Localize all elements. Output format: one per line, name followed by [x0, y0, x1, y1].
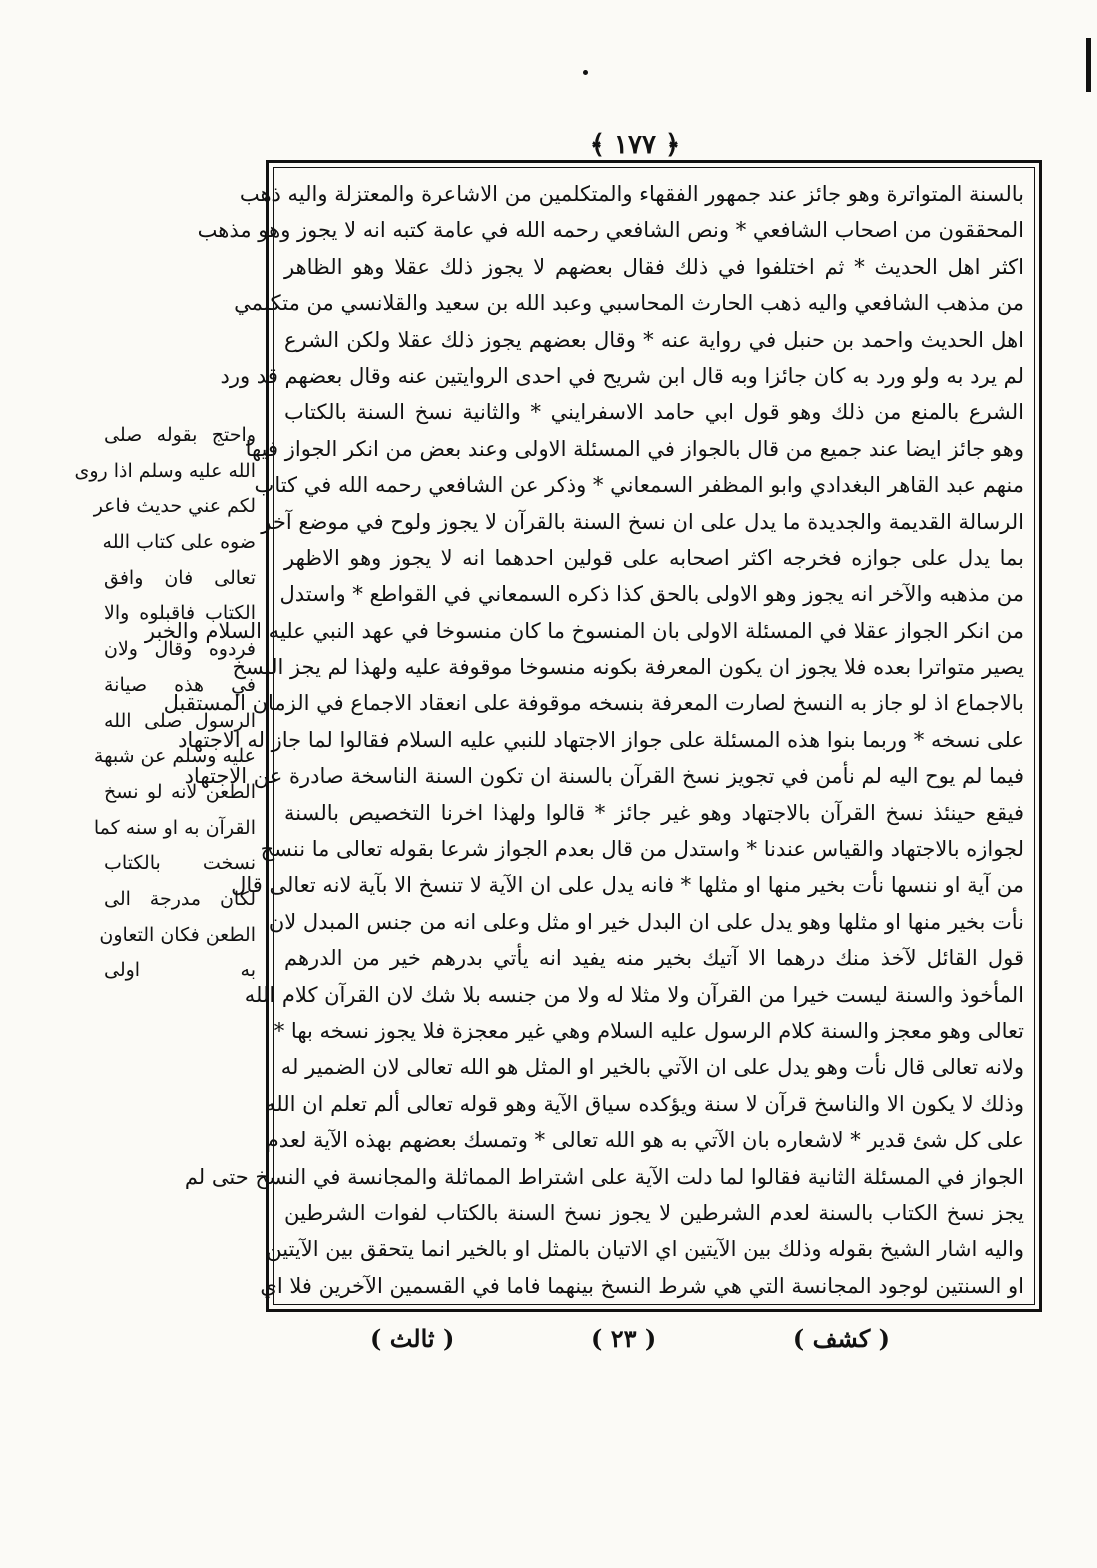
footer-number: ( ٢٣ ) [590, 1323, 657, 1353]
margin-note-line: به اولى [104, 959, 256, 982]
text-line: من مذهبه والآخر انه يجوز وهو الاولى بالحق كذا ذكره السمعاني في القواطع * واستدل [279, 582, 1024, 607]
text-line: من انكر الجواز عقلا في المسئلة الاولى بان المنسوخ ما كان منسوخا في عهد النبي عليه السلام والخبر [144, 618, 1024, 643]
margin-note-line: الطعن لانه لو نسخ [104, 780, 256, 803]
text-line: واليه اشار الشيخ بقوله وذلك بين الآيتين اي الاتيان بالمثل او بالخير انما يتحقق بين الآيتين [266, 1237, 1024, 1262]
text-line: بما يدل على جوازه فخرجه اكثر اصحابه على قولين احدهما انه لا يجوز وهو الاظهر [284, 545, 1024, 570]
text-line: فيما لم يوح اليه لم نأمن في تجويز نسخ القرآن بالسنة ان تكون السنة الناسخة صادرة عن الاجتهاد [184, 764, 1024, 789]
margin-note-line: نسخت بالكتاب [104, 852, 256, 875]
text-line: من مذهب الشافعي واليه ذهب الحارث المحاسبي وعبد الله بن سعيد والقلانسي من متكلمي [234, 291, 1024, 316]
margin-note-line: الله عليه وسلم اذا روى [74, 459, 256, 482]
margin-note-line: الطعن فكان التعاون [99, 923, 256, 946]
footer-part: ( ثالث ) [370, 1323, 455, 1353]
text-line: نأت بخير منها او مثلها وهو يدل على ان البدل خير او مثل وعلى انه من جنس المبدل لان [268, 909, 1024, 934]
text-line: المأخوذ والسنة ليست خيرا من القرآن ولا مثلا له ولا من جنسه بلا شك لان القرآن كلام الله [244, 982, 1024, 1007]
text-line: الرسالة القديمة والجديدة ما يدل على ان نسخ السنة بالقرآن لا يجوز ولوح في موضع آخر [261, 509, 1024, 534]
text-line: على نسخه * وربما بنوا هذه المسئلة على جواز الاجتهاد للنبي عليه السلام فقالوا لما جاز له الاجتهاد [178, 727, 1024, 752]
margin-note-line: القرآن به او سنه كما [93, 816, 256, 839]
margin-note-line: فردوه وقال ولان [104, 638, 256, 661]
text-line: اكثر اهل الحديث * ثم اختلفوا في ذلك فقال بعضهم لا يجوز ذلك عقلا وهو الظاهر [284, 254, 1024, 279]
margin-note-line: الرسول صلى الله [104, 709, 256, 732]
text-line: من آية او ننسها نأت بخير منها او مثلها * فانه يدل على ان الآية لا تنسخ الا بآية لانه تعالى قال [231, 873, 1024, 898]
text-line: الجواز في المسئلة الثانية فقالوا لما دلت الآية على اشتراط المماثلة والمجانسة في النسخ حتى لم [184, 1164, 1024, 1189]
footer-signature: ( كشف ) [792, 1323, 890, 1353]
text-line: بالسنة المتواترة وهو جائز عند جمهور الفقهاء والمتكلمين من الاشاعرة والمعتزلة واليه ذهب [239, 182, 1024, 206]
text-line: بالاجماع اذ لو جاز به النسخ لصارت المعرفة بنسخه موقوفة على انعقاد الاجماع في الزمان المستقبل [163, 691, 1024, 716]
ink-speck [583, 70, 588, 75]
margin-note-line: في هذه صيانة [104, 673, 256, 696]
page-footer [370, 1320, 890, 1356]
text-line: الشرع بالمنع من ذلك وهو قول ابي حامد الاسفرايني * والثانية نسخ السنة بالكتاب [284, 400, 1024, 425]
text-line: او السنتين لوجود المجانسة التي هي شرط النسخ بينهما فاما في القسمين الآخرين فلا اي [260, 1273, 1024, 1298]
text-line: يصير متواترا بعده فلا يجوز ان يكون المعرفة بكونه منسوخا موقوفة عليه ولهذا لم يجز النسخ [232, 655, 1024, 680]
text-line: فيقع حينئذ نسخ القرآن بالاجتهاد وهو غير جائز * قالوا ولهذا اخرنا التخصيص بالسنة [284, 800, 1024, 825]
edge-mark [1086, 38, 1091, 92]
margin-note-line: لكم عني حديث فاعر [93, 495, 256, 518]
page-number: ﴿ ١٧٧ ﴾ [589, 130, 681, 160]
text-line: لم يرد به ولو ورد به كان جائزا وبه قال ابن شريح في احدى الروايتين عنه وقال بعضهم قد ورد [220, 363, 1024, 388]
text-line: منهم عبد القاهر البغدادي وابو المظفر السمعاني * وذكر عن الشافعي رحمه الله في كتاب [254, 473, 1024, 498]
text-line: يجز نسخ الكتاب بالسنة لعدم الشرطين لا يجوز نسخ السنة بالكتاب لفوات الشرطين [284, 1200, 1024, 1225]
margin-note-line: لكان مدرجة الى [104, 887, 256, 910]
text-line: وهو جائز ايضا عند جميع من قال بالجواز في المسئلة الاولى وعند بعض من انكر الجواز فيها [245, 436, 1024, 461]
margin-note-line: واحتج بقوله صلى [104, 424, 256, 446]
text-line: قول القائل لآخذ منك درهما الا آتيك بخير منه يفيد انه يأتي بدرهم خير من الدرهم [284, 946, 1024, 971]
text-line: وذلك لا يكون الا والناسخ قرآن لا سنة ويؤكده سياق الآية وهو قوله تعالى ألم تعلم ان الله [265, 1091, 1024, 1116]
margin-note-line: ضوه على كتاب الله [102, 531, 256, 554]
text-line: تعالى وهو معجز والسنة كلام الرسول عليه السلام وهي غير معجزة فلا يجوز نسخه بها * [273, 1018, 1024, 1043]
text-line: على كل شئ قدير * لاشعاره بان الآتي به هو الله تعالى * وتمسك بعضهم بهذه الآية لعدم [265, 1128, 1024, 1153]
margin-note-line: الكتاب فاقبلوه والا [104, 602, 256, 625]
text-line: اهل الحديث واحمد بن حنبل في رواية عنه * وقال بعضهم يجوز ذلك عقلا ولكن الشرع [284, 327, 1024, 352]
text-line: المحققون من اصحاب الشافعي * ونص الشافعي رحمه الله في عامة كتبه انه لا يجوز وهو مذهب [197, 218, 1024, 243]
margin-note-line: تعالى فان وافق [104, 566, 256, 589]
text-line: لجوازه بالاجتهاد والقياس عندنا * واستدل من قال بعدم الجواز شرعا بقوله تعالى ما ننسخ [260, 837, 1024, 862]
margin-note-line: عليه وسلم عن شبهة [93, 745, 256, 768]
text-line: ولانه تعالى قال نأت وهو يدل على ان الآتي بالخير او المثل هو الله تعالى لان الضمير له [280, 1055, 1024, 1080]
